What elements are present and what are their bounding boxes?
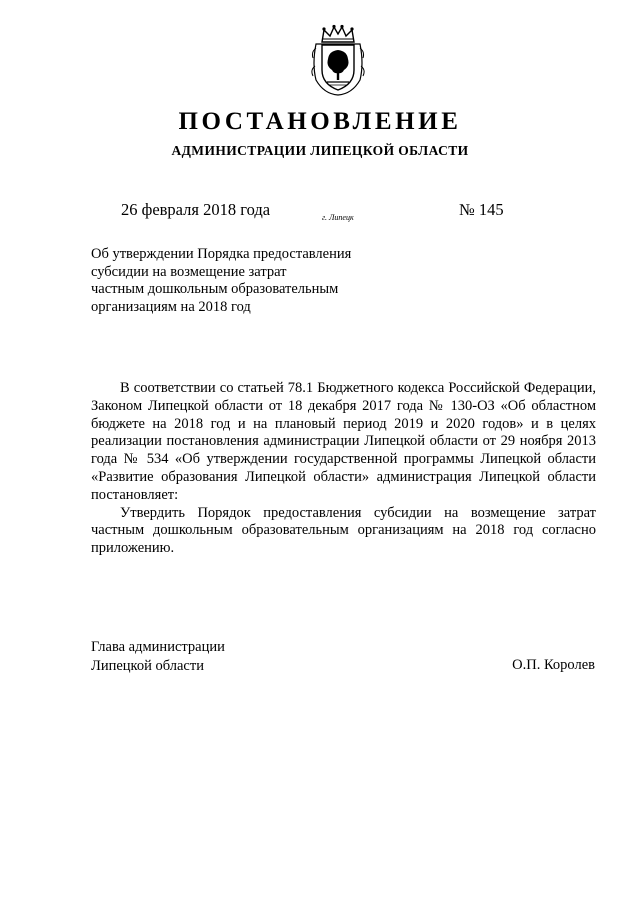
- document-date: 26 февраля 2018 года: [121, 200, 271, 219]
- coat-of-arms-icon: [310, 24, 366, 96]
- document-title: ПОСТАНОВЛЕНИЕ: [178, 108, 462, 135]
- document-subject: [91, 246, 401, 316]
- subject-line: Об утверждении Порядка предоставления: [91, 246, 352, 262]
- signatory-position-line: Липецкой области: [91, 658, 204, 674]
- subject-line: организациям на 2018 год: [91, 298, 251, 315]
- signatory-position-line: Глава администрации: [91, 639, 225, 655]
- subject-line: частным дошкольным образовательным: [91, 281, 339, 298]
- document-city: г. Липецк: [322, 213, 354, 222]
- signatory-name: О.П. Королев: [512, 657, 595, 673]
- issuing-authority: АДМИНИСТРАЦИИ ЛИПЕЦКОЙ ОБЛАСТИ: [171, 143, 469, 158]
- signatory-position: [91, 638, 225, 676]
- subject-line: субсидии на возмещение затрат: [91, 263, 287, 280]
- document-body: [91, 380, 596, 558]
- body-paragraph: В соответствии со статьей 78.1 Бюджетного кодекса Российской Федерации, Законом Липецкой области от 18 декабря 2017 года № 130-ОЗ «Об областном бюджете на 2018 год и на плановый период 2019 и 2020 годов» и в целях реализации постановления администрации Липецкой области от 29 ноября 2013 года № 534 «Об утверждении государственной программы Липецкой области «Развитие образования Липецкой области» администрация Липецкой области постановляет:: [91, 380, 596, 503]
- document-number: № 145: [459, 200, 504, 219]
- body-paragraph: Утвердить Порядок предоставления субсидии на возмещение затрат частным дошкольным образовательным организациям на 2018 год согласно приложению.: [91, 504, 596, 557]
